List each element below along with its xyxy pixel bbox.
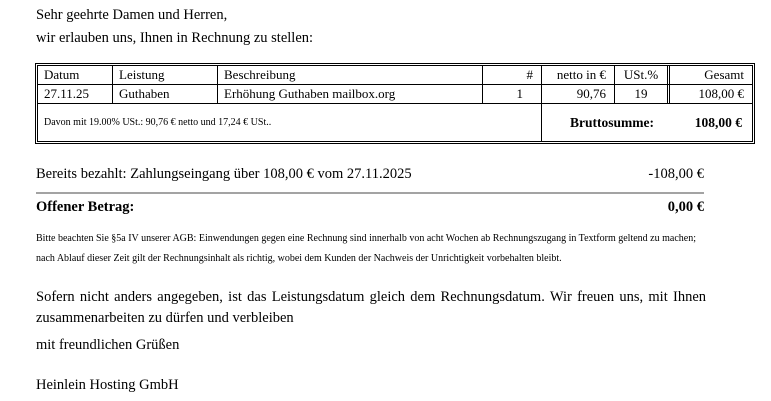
header-cell-leistung: Leistung [113, 66, 218, 84]
cell-beschreibung: Erhöhung Guthaben mailbox.org [218, 85, 483, 103]
header-cell-beschreibung: Beschreibung [218, 66, 483, 84]
cell-ust: 19 [634, 86, 648, 101]
terms-note [36, 229, 716, 269]
table-row [38, 85, 752, 104]
company-name: Heinlein Hosting GmbH [36, 377, 179, 393]
tax-note: Davon mit 19.00% USt.: 90,76 € netto und 17,24 € USt.. [38, 104, 542, 141]
header-cell-ust: USt.% [623, 67, 659, 82]
closing-paragraph: Sofern nicht anders angegeben, ist das Leistungsdatum gleich dem Rechnungsdatum. Wir freuen uns, mit Ihnen zusammenarbeiten zu dürfen und verbleiben [36, 289, 706, 326]
table-header-row [38, 66, 752, 85]
cell-datum: 27.11.25 [38, 85, 113, 103]
gross-total-cell [542, 104, 752, 141]
header-cell-anzahl: # [483, 66, 542, 84]
paid-label: Bereits bezahlt: Zahlungseingang über 108,00 € vom 27.11.2025 [36, 166, 412, 182]
open-amount-row [36, 199, 704, 216]
gross-total-label: Bruttosumme: [570, 114, 654, 130]
gross-total-value: 108,00 € [694, 114, 742, 130]
header-cell-datum: Datum [38, 66, 113, 84]
paid-value: -108,00 € [648, 166, 704, 182]
header-cell-gesamt: Gesamt [667, 66, 752, 84]
terms-line-2: nach Ablauf dieser Zeit gilt der Rechnungsinhalt als richtig, wobei dem Kunden der Nachweis der Unrichtigkeit vorbehalten bleibt. [36, 253, 562, 264]
greeting-text: Sehr geehrte Damen und Herren, [36, 7, 228, 23]
cell-anzahl: 1 [483, 85, 542, 103]
invoice-table [35, 63, 755, 144]
terms-line-1: Bitte beachten Sie §5a IV unserer AGB: Einwendungen gegen eine Rechnung sind innerhalb von acht Wochen ab Rechnungszugang in Textform geltend zu machen; [36, 233, 696, 244]
cell-leistung: Guthaben [113, 85, 218, 103]
salutation-text: mit freundlichen Grüßen [36, 337, 180, 353]
open-amount-value: 0,00 € [667, 199, 704, 215]
separator-rule [36, 192, 704, 194]
open-amount-label: Offener Betrag: [36, 199, 135, 215]
cell-netto: 90,76 [542, 85, 615, 103]
cell-gesamt: 108,00 € [667, 85, 752, 103]
intro-text: wir erlauben uns, Ihnen in Rechnung zu stellen: [36, 30, 314, 46]
table-summary-row [38, 104, 752, 141]
paid-row [36, 166, 704, 183]
header-cell-netto: netto in € [542, 66, 615, 84]
